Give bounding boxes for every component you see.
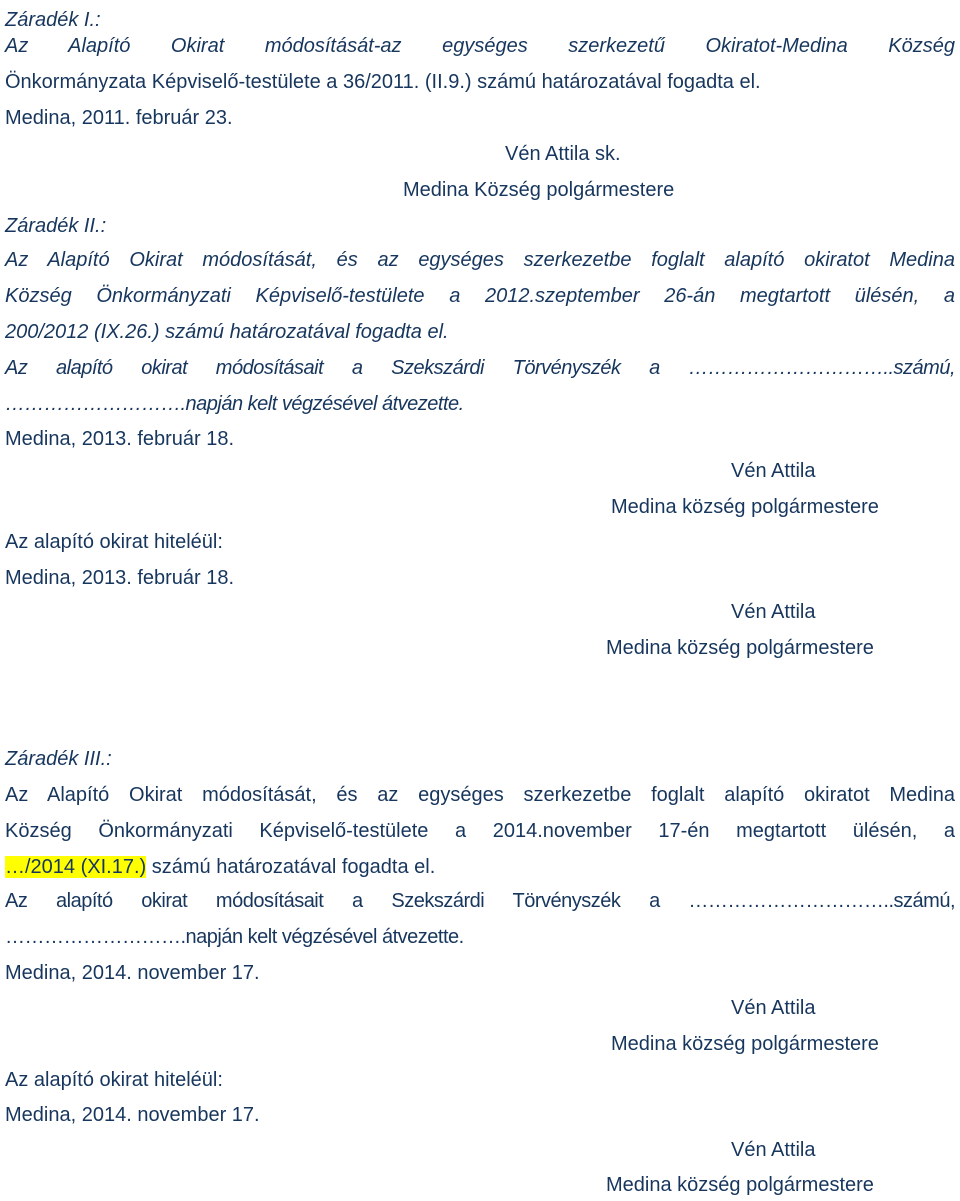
clause1-signer-name: Vén Attila sk. xyxy=(505,143,621,165)
clause3-resolution-number: …/2014 (XI.17.) xyxy=(5,856,147,878)
clause3-certified-signer-name: Vén Attila xyxy=(731,1139,816,1161)
clause2-signer-title: Medina község polgármestere xyxy=(611,496,879,518)
clause3-text-line-4: Az alapító okirat módosításait a Szekszárdi Törvényszék a …………………………..számú, xyxy=(5,890,955,912)
clause2-certified-signer-title: Medina község polgármestere xyxy=(606,637,874,659)
clause2-certified-date: Medina, 2013. február 18. xyxy=(5,567,235,589)
clause2-text-line-5: ……………………….napján kelt végzésével átvezette. xyxy=(5,393,464,415)
clause3-text-line-1: Az Alapító Okirat módosítását, és az egységes szerkezetbe foglalt alapító okiratot Medina xyxy=(5,784,955,806)
clause2-certified-signer-name: Vén Attila xyxy=(731,601,816,623)
clause1-text-line-2: Önkormányzata Képviselő-testülete a 36/2011. (II.9.) számú határozatával fogadta el. xyxy=(5,71,761,93)
clause1-signer-title: Medina Község polgármestere xyxy=(403,179,675,201)
clause2-date: Medina, 2013. február 18. xyxy=(5,428,235,450)
clause1-heading: Záradék I.: xyxy=(5,9,101,31)
clause2-text-line-3: 200/2012 (IX.26.) számú határozatával fogadta el. xyxy=(5,321,449,343)
clause2-signer-name: Vén Attila xyxy=(731,460,816,482)
clause3-text-line-5: ……………………….napján kelt végzésével átvezette. xyxy=(5,926,464,948)
clause2-heading: Záradék II.: xyxy=(5,215,107,237)
clause3-signer-name: Vén Attila xyxy=(731,997,816,1019)
clause3-signer-title: Medina község polgármestere xyxy=(611,1033,879,1055)
clause3-certified-label: Az alapító okirat hiteléül: xyxy=(5,1069,223,1091)
clause2-text-line-1: Az Alapító Okirat módosítását, és az egységes szerkezetbe foglalt alapító okiratot Medina xyxy=(5,249,955,271)
clause3-date: Medina, 2014. november 17. xyxy=(5,962,260,984)
clause2-certified-label: Az alapító okirat hiteléül: xyxy=(5,531,223,553)
clause3-certified-date: Medina, 2014. november 17. xyxy=(5,1104,260,1126)
clause1-date: Medina, 2011. február 23. xyxy=(5,107,233,129)
clause3-text-line-2: Község Önkormányzati Képviselő-testülete a 2014.november 17-én megtartott ülésén, a xyxy=(5,820,955,842)
clause3-certified-signer-title: Medina község polgármestere xyxy=(606,1174,874,1196)
clause3-heading: Záradék III.: xyxy=(5,748,112,770)
clause2-text-line-4: Az alapító okirat módosításait a Szekszárdi Törvényszék a …………………………..számú, xyxy=(5,357,955,379)
clause3-text-line-3 xyxy=(5,852,955,882)
clause2-text-line-2: Község Önkormányzati Képviselő-testülete a 2012.szeptember 26-án megtartott ülésén, a xyxy=(5,285,955,307)
clause1-text-line-1: Az Alapító Okirat módosítását-az egységes szerkezetű Okiratot-Medina Község xyxy=(5,35,955,57)
clause3-resolution-rest: számú határozatával fogadta el. xyxy=(146,856,436,878)
